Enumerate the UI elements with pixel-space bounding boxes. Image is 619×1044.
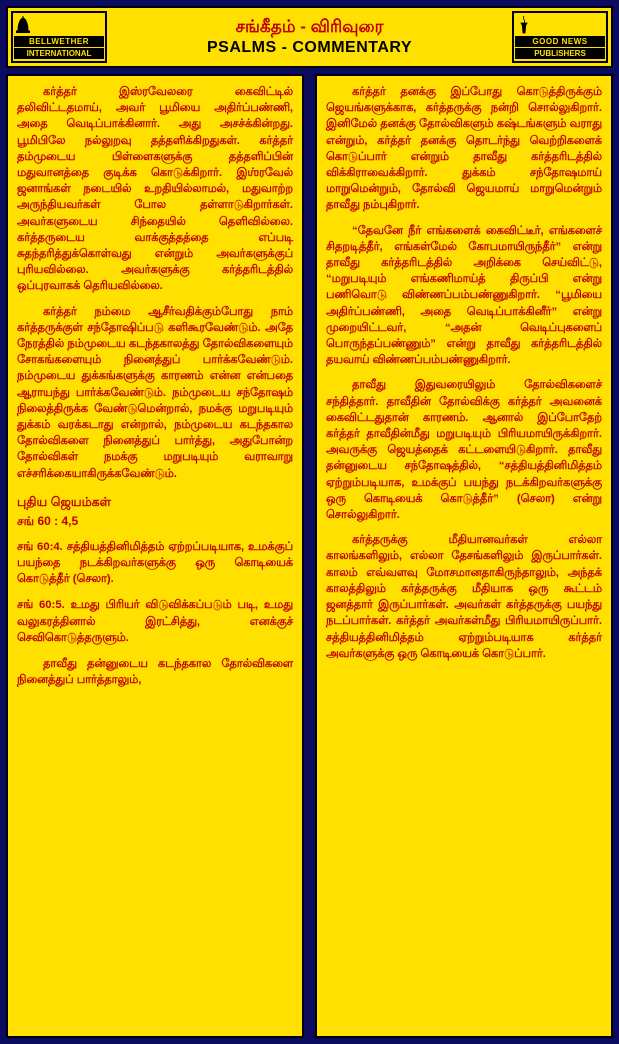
paragraph: கர்த்தர் தனக்கு இப்போது கொடுத்திருக்கும் ஜெயங்களுக்காக, கர்த்தருக்கு நன்றி சொல்லுகிறார். இனிமேல் தனக்கு தோல்விகளும் கஷ்டங்களும் வராது என்றும், கர்த்தர் தனக்கு தொடர்ந்து வெற்றிகளைக் கொடுப்பார் என்றும் தாவீது கர்த்தரிடத்தில் விக்கிராவைக்கிறார். துக்கம் சந்தோஷமாய் மாறுமென்றும், தோல்வி ஜெயமாய் மாறுமென்றும் தாவீது நம்புகிறார்.	[326, 86, 602, 212]
torch-icon	[515, 15, 605, 35]
torch-glyph	[515, 15, 533, 35]
quoted-paragraph: “தேவனே நீர் எங்களைக் கைவிட்டீர், எங்களைச் சிதறடித்தீர், எங்கள்மேல் கோபமாயிருந்தீர்” என்று தாவீது கர்த்தரிடத்தில் அறிக்கை செய்விட்டு, “மறுபடியும் எங்கணிமாய்த் திருப்பி என்று பணிவொடு விண்ணப்பம்பண்ணுகிறார். “பூமியை அதிர்ப்பண்ணி, அதை வெடிப்பாக்கினீர்” என்று முறையிட்டவர், “அதன் வெடிப்புகளைப் பொருந்தப்பண்ணும்” என்று தாவீது கர்த்தரிடத்தில் தயவாய் விண்ணப்பம்பண்ணுகிறார்.	[326, 224, 602, 367]
paragraph: தாவீது இதுவரையிலும் தோல்விகளைச் சந்தித்தார். தாவீதின் தோல்விக்கு கர்த்தர் அவனைக் கைவிட்டதுதான் காரணம். ஆனால் இப்போதேற் கர்த்தர் தாவீதின்மீது மறுபடியும் பிரியமாயிருக்கிறார். அவருக்கு ஜெயத்தைக் கட்டளையிடுகிறார். தாவீது தன்னுடைய சந்தோஷத்தில், “சத்தியத்தினிமித்தம் ஏற்றும்படியாக, உமக்குப் பயந்து நடக்கிறவர்களுக்கு ஒரு கொடியைக் கொடுத்தீர்” (செலா) என்று சொல்லுகிறார்.	[326, 379, 602, 522]
verse-text: சங் 60:5. உமது பிரியர் விடுவிக்கப்படும் படி, உமது வலுகரத்தினால் இரட்சித்து, எனக்குச் செவிகொடுத்தருளும்.	[17, 599, 293, 644]
bell-glyph	[14, 15, 32, 35]
good-news-publishers-logo	[512, 11, 608, 63]
left-text-column	[6, 74, 304, 1038]
bellwether-logo-line1: BELLWETHER	[14, 36, 104, 47]
paragraph: தாவீது தன்னுடைய கடந்தகால தோல்விகளை நினைத்துப் பார்த்தாலும்,	[17, 658, 293, 687]
verse-text: சங் 60:4. சத்தியத்தினிமித்தம் ஏற்றப்படியாக, உமக்குப் பயந்தை நடக்கிறவர்களுக்கு ஒரு கொடியைக் கொடுத்தீர் (செலா).	[17, 540, 293, 586]
good-news-logo-line1: GOOD NEWS	[515, 36, 605, 47]
bellwether-logo-line2: INTERNATIONAL	[14, 48, 104, 59]
right-text-column	[315, 74, 613, 1038]
section-reference: சங் 60 : 4,5	[17, 513, 79, 528]
good-news-logo-line2: PUBLISHERS	[515, 48, 605, 59]
title-tamil: சங்கீதம் - விரிவுரை	[235, 17, 384, 36]
paragraph: கர்த்தர் நம்மை ஆசீர்வதிக்கும்போது நாம் கர்த்தருக்குள் சந்தோஷிப்படு களிகூரவேண்டும். அதே நேரத்தில் நம்முடைய கடந்தகாலத்து தோல்விகளையும் சோகங்களையும் நினைத்துப் பார்க்கவேண்டும். நம்முடைய துக்கங்களுக்கு காரணம் என்ன என்பதை ஆராயந்து பார்க்கவேண்டும். நம்முடைய சந்தோஷம் நிலைத்திருக்க வேண்டுமென்றால், நமக்கு மறுபடியும் துக்கம் வரக்கடாது என்றால், நம்முடைய கடந்தகால தோல்விகளை நினைத்துப் பார்த்து, அதுபோன்ற தோல்விகள் நமக்கு மறுபடியும் வராவாறு எச்சரிக்கையாகிருக்கவேண்டும்.	[17, 305, 293, 480]
paragraph: கர்த்தருக்கு மீதியானவர்கள் எல்லா காலங்களிலும், எல்லா தேசங்களிலும் இருப்பார்கள். காலம் எவ்வளவு மோசமானதாகிருந்தாலும், அந்தக் காலத்திலும் கர்த்தருக்கு மீதியாக ஒரு கூட்டம் ஜனத்தார் இருப்பார்கள். அவர்கள் கர்த்தருக்கு பயந்து நடப்பார்கள். கர்த்தர் அவர்கள்மீது பிரியமாயிருப்பார். சத்தியத்தினிமித்தம் ஏற்றும்படியாக கர்த்தர் அவர்களுக்கு ஒரு கொடியைக் கொடுப்பார்.	[326, 534, 602, 660]
section-heading: புதிய ஜெயம்கள்	[17, 494, 111, 509]
header-titles	[110, 8, 509, 66]
title-english: PSALMS - COMMENTARY	[206, 39, 413, 56]
paragraph: கர்த்தர் இஸ்ரவேலரை கைவிட்டில் தலிவிட்டதமாய், அவர் பூமியை அதிர்ப்பண்ணி, அதை வெடிப்பாக்கினார். அது அசச்க்கின்றது. பூமிபிலே நல்லுறவு தத்தளிக்கிறதுகள். கர்த்தர் தம்முடைய பிள்ளைகளுக்கு தத்தளிப்பின் மதுவானத்தை குடிக்க கொடுக்கிறார். இஶ்ரவேல் ஜனாங்கள் நடையில் உறதியில்லாமல், மதுவாற்ற அருந்தியவர்கள் போல தள்ளாடுகிறார்கள். அவர்களுடைய சிந்தையில் தெளிவில்லை. கர்த்தருடைய வாக்குத்தத்தை எப்படி சுதந்தரித்துக்கொள்வது என்றும் அவர்களுக்குப் புரியவில்லை. அவர்களுக்கு கர்த்தரிடத்தில் ஒப்புரவாகக் தெரியவில்லை.	[17, 86, 293, 293]
bellwether-international-logo	[11, 11, 107, 63]
bell-icon	[14, 15, 104, 35]
page-header	[6, 6, 613, 68]
